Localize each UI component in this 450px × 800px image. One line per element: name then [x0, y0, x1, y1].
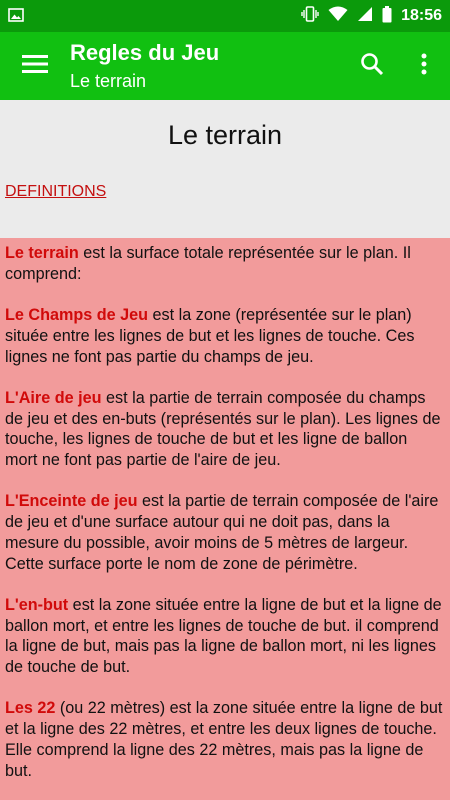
- rule-paragraph: [5, 305, 444, 367]
- app-subtitle: Le terrain: [70, 71, 147, 91]
- battery-icon: [382, 6, 392, 27]
- page-title: Le terrain: [167, 120, 283, 150]
- rule-paragraph: [5, 698, 444, 781]
- hamburger-menu-icon: [22, 54, 48, 78]
- rule-term: L'en-but: [5, 595, 69, 614]
- signal-icon: [357, 6, 373, 26]
- rule-paragraph: [5, 491, 444, 574]
- image-icon: [8, 7, 24, 26]
- wifi-icon: [328, 6, 348, 26]
- search-icon: [360, 52, 384, 80]
- rule-term: Les 22: [5, 699, 56, 718]
- rule-paragraph: [5, 243, 444, 284]
- definitions-link[interactable]: DEFINITIONS: [5, 183, 107, 200]
- navigation-menu-button[interactable]: [0, 32, 70, 100]
- rule-text: est la zone (représentée sur le plan) située entre les lignes de but et les lignes de touche. Ces lignes ne font pas partie du champs de jeu.: [5, 306, 415, 366]
- rule-paragraph: [5, 595, 444, 678]
- more-options-button[interactable]: [398, 32, 450, 100]
- app-title: Regles du Jeu: [70, 40, 220, 65]
- status-bar: [0, 0, 450, 32]
- rules-list: [0, 238, 450, 800]
- content-scroll-area[interactable]: [0, 100, 450, 800]
- page-header: [0, 100, 450, 238]
- rule-term: L'Aire de jeu: [5, 388, 102, 407]
- rule-term: Le Champs de Jeu: [5, 306, 149, 325]
- app-bar: [0, 32, 450, 100]
- rule-text: est la surface totale représentée sur le plan. Il comprend:: [5, 244, 411, 283]
- rule-text: est la partie de terrain composée du champs de jeu et des en-buts (représentés sur le plan). Les lignes de touche, les lignes de touche de but et les ligne de ballon mort ne font pas partie de l'aire de jeu.: [5, 388, 441, 469]
- rule-term: Le terrain: [5, 244, 79, 262]
- rule-paragraph: [5, 388, 444, 471]
- more-vert-icon: [421, 53, 427, 79]
- vibrate-icon: [301, 6, 319, 26]
- status-time: 18:56: [401, 7, 442, 24]
- rule-text: est la zone située entre la ligne de but et la ligne de ballon mort, et entre les lignes de touche de but. il comprend la ligne de but, mais pas la ligne de ballon mort, ni les lignes de touche de but.: [5, 595, 442, 676]
- rule-text: est la partie de terrain composée de l'aire de jeu et d'une surface autour qui ne doit pas, dans la mesure du possible, avoir moins de 5 mètres de largeur. Cette surface porte le nom de zone de périmètre.: [5, 492, 439, 573]
- search-button[interactable]: [346, 32, 398, 100]
- rule-text: (ou 22 mètres) est la zone située entre la ligne de but et la ligne des 22 mètres, et entre les deux lignes de touche. Elle comprend la ligne des 22 mètres, mais pas la ligne de but.: [5, 699, 443, 780]
- rule-term: L'Enceinte de jeu: [5, 492, 138, 511]
